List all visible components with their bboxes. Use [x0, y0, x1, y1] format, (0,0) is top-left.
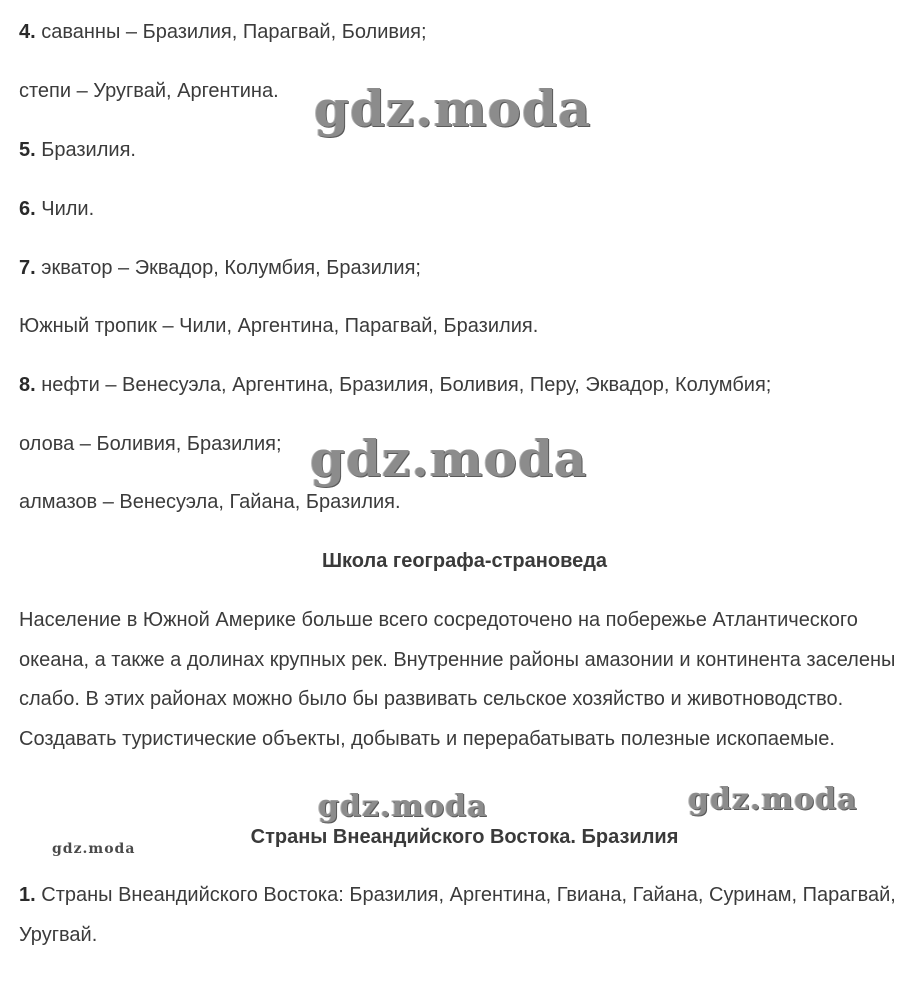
section-title: Школа географа-страноведа	[321, 550, 608, 572]
answer-number: 7.	[19, 257, 36, 279]
answer-text: олова – Боливия, Бразилия;	[19, 433, 282, 455]
answer-text: нефти – Венесуэла, Аргентина, Бразилия, Боливия, Перу, Эквадор, Колумбия;	[35, 374, 772, 396]
answer-line-6	[19, 197, 94, 221]
section-title: Страны Внеандийского Востока. Бразилия	[250, 826, 679, 848]
watermark-logo: gdz.moda	[310, 429, 588, 488]
answer-text: саванны – Бразилия, Парагвай, Боливия;	[35, 21, 427, 43]
answer-text: Страны Внеандийского Востока: Бразилия, Аргентина, Гвиана, Гайана, Суринам, Парагвай, Уругвай.	[19, 884, 896, 946]
answer-line-8	[19, 373, 771, 397]
section-paragraph: Население в Южной Америке больше всего сосредоточено на побережье Атлантического океана, а также а долинах крупных рек. Внутренние районы амазонии и континента заселены слабо. В этих районах можно было бы развивать сельское хозяйство и животноводство. Создавать туристические объекты, добывать и перерабатывать полезные ископаемые.	[19, 609, 896, 750]
answer-line-5	[19, 138, 136, 162]
answer-line-8-cont	[19, 432, 282, 456]
answer-line-8-cont-2	[19, 490, 401, 514]
answer-number: 1.	[19, 884, 36, 906]
answer-line-7-cont	[19, 314, 538, 338]
answer-number: 5.	[19, 139, 36, 161]
answer-text: Чили.	[35, 198, 95, 220]
answer-line-4	[19, 20, 427, 44]
answer-text: экватор – Эквадор, Колумбия, Бразилия;	[35, 257, 421, 279]
answer-line-7	[19, 256, 421, 280]
answer-number: 8.	[19, 374, 36, 396]
answer-text: степи – Уругвай, Аргентина.	[19, 80, 279, 102]
numbered-paragraph	[19, 876, 914, 955]
watermark-logo: gdz.moda	[314, 79, 592, 138]
answer-text: Южный тропик – Чили, Аргентина, Парагвай, Бразилия.	[19, 315, 539, 337]
watermark-logo: gdz.moda	[52, 841, 136, 857]
answer-text: алмазов – Венесуэла, Гайана, Бразилия.	[19, 491, 401, 513]
answer-number: 6.	[19, 198, 36, 220]
answer-text: Бразилия.	[35, 139, 136, 161]
answer-number: 4.	[19, 21, 36, 43]
watermark-logo: gdz.moda	[688, 782, 858, 817]
watermark-logo: gdz.moda	[318, 789, 488, 824]
answer-line-4-cont	[19, 79, 279, 103]
